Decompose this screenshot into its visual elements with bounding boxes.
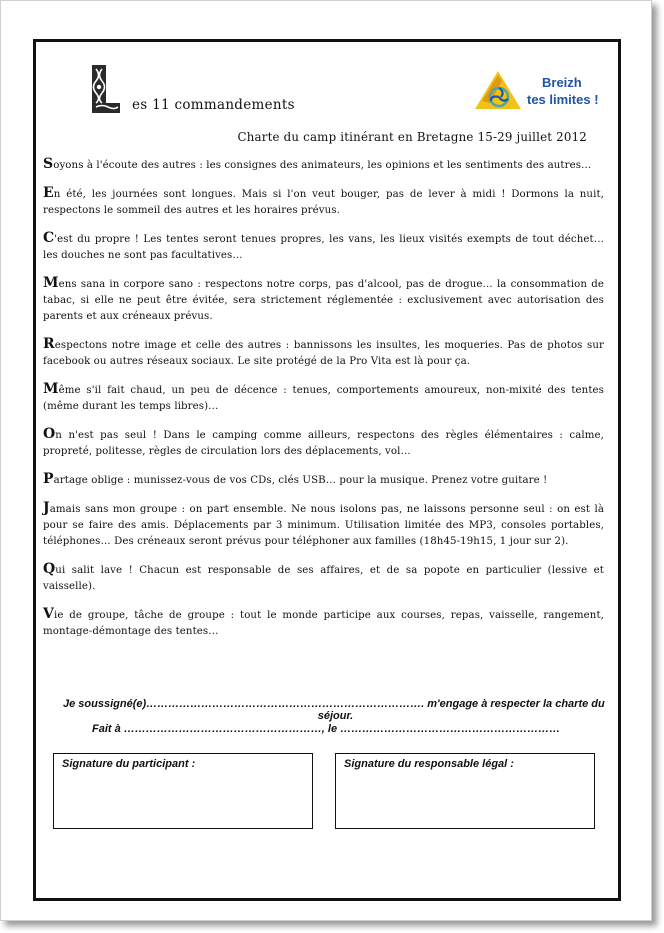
- rule-item: [43, 502, 604, 550]
- rule-text: ême s'il fait chaud, un peu de décence : tenues, comportements amoureux, non-mixité des tentes (même durant les temps libres)…: [43, 385, 604, 412]
- charter-subtitle: Charte du camp itinérant en Bretagne 15-29 juillet 2012: [237, 130, 587, 144]
- rule-item: [43, 338, 604, 370]
- rule-initial: Q: [43, 561, 56, 577]
- rule-item: [43, 232, 604, 264]
- illuminated-letter-l: [86, 63, 124, 115]
- rule-item: [43, 187, 604, 219]
- pledge-line-place-date[interactable]: Fait à ………………………………………………, le ……………………………………………………: [92, 723, 561, 735]
- rule-text: artage oblige : munissez-vous de vos CDs, clés USB… pour la musique. Prenez votre guitare !: [53, 475, 548, 486]
- legal-guardian-signature-box[interactable]: [335, 753, 595, 829]
- participant-signature-label: Signature du participant :: [62, 758, 196, 770]
- rule-text: ui salit lave ! Chacun est responsable de ses affaires, et de sa popote en particulier (lessive et vaisselle).: [43, 565, 604, 592]
- rule-item: [43, 428, 604, 460]
- rule-initial: M: [43, 275, 59, 291]
- rule-initial: P: [43, 471, 54, 487]
- participant-signature-box[interactable]: [53, 753, 313, 829]
- rule-text: ens sana in corpore sano : respectons notre corps, pas d'alcool, pas de drogue… la consommation de tabac, si elle ne peut être évitée, sera strictement réglementée : exclusivement avec autorisation des parents et aux créneaux prévus.: [43, 279, 604, 322]
- pledge-line-sejour: séjour.: [317, 710, 354, 722]
- rule-initial: E: [43, 185, 54, 201]
- rule-text: espectons notre image et celle des autres : bannissons les insultes, les moqueries. Pas de photos sur facebook ou autres réseaux sociaux. Le site protégé de la Pro Vita est là pour ça.: [43, 340, 604, 367]
- rule-initial: C: [43, 230, 55, 246]
- rule-item: [43, 158, 604, 174]
- rule-initial: R: [43, 336, 55, 352]
- rule-item: [43, 277, 604, 325]
- pledge-line-name[interactable]: Je soussigné(e)…………………………………………………………………. m'engage à respecter la charte du: [63, 698, 605, 710]
- rule-item: [43, 383, 604, 415]
- rule-initial: J: [43, 500, 50, 516]
- rule-text: ie de groupe, tâche de groupe : tout le monde participe aux courses, repas, vaisselle, rangement, montage-démontage des tentes…: [43, 610, 604, 637]
- rule-text: amais sans mon groupe : on part ensemble. Ne nous isolons pas, ne laissons personne seul : on est là pour se faire des amis. Déplacements par 3 minimum. Utilisation limitée des MP3, consoles portables, téléphones… Des créneaux seront prévus pour téléphoner aux familles (18h45-19h15, 1 jour sur 2).: [43, 504, 604, 547]
- rule-text: 'est du propre ! Les tentes seront tenues propres, les vans, les lieux visités exempts de tout déchet… les douches ne sont pas facultatives…: [43, 234, 604, 261]
- rule-text: n n'est pas seul ! Dans le camping comme ailleurs, respectons des règles élémentaires : calme, propreté, politesse, règles de circulation lors des déplacements, vol…: [43, 430, 604, 457]
- rule-text: n été, les journées sont longues. Mais si l'on veut bouger, pas de lever à midi ! Dormons la nuit, respectons le sommeil des autres et les horaires prévus.: [43, 189, 604, 216]
- triangle-triskel-icon: [472, 67, 524, 113]
- rule-initial: M: [43, 381, 59, 397]
- rule-initial: S: [43, 156, 54, 172]
- pledge-block: [63, 698, 608, 735]
- rule-item: [43, 608, 604, 640]
- page-title: es 11 commandements: [132, 97, 295, 113]
- logo-text-breizh: Breizh: [542, 75, 582, 90]
- breizh-logo: [472, 67, 612, 115]
- rule-item: [43, 473, 604, 489]
- legal-guardian-signature-label: Signature du responsable légal :: [344, 758, 514, 770]
- rule-initial: V: [43, 606, 54, 622]
- rule-text: oyons à l'écoute des autres : les consignes des animateurs, les opinions et les sentiments des autres…: [53, 160, 592, 171]
- logo-text-tagline: tes limites !: [527, 92, 599, 107]
- rule-initial: O: [43, 426, 56, 442]
- rule-item: [43, 563, 604, 595]
- rules-list: [43, 158, 604, 653]
